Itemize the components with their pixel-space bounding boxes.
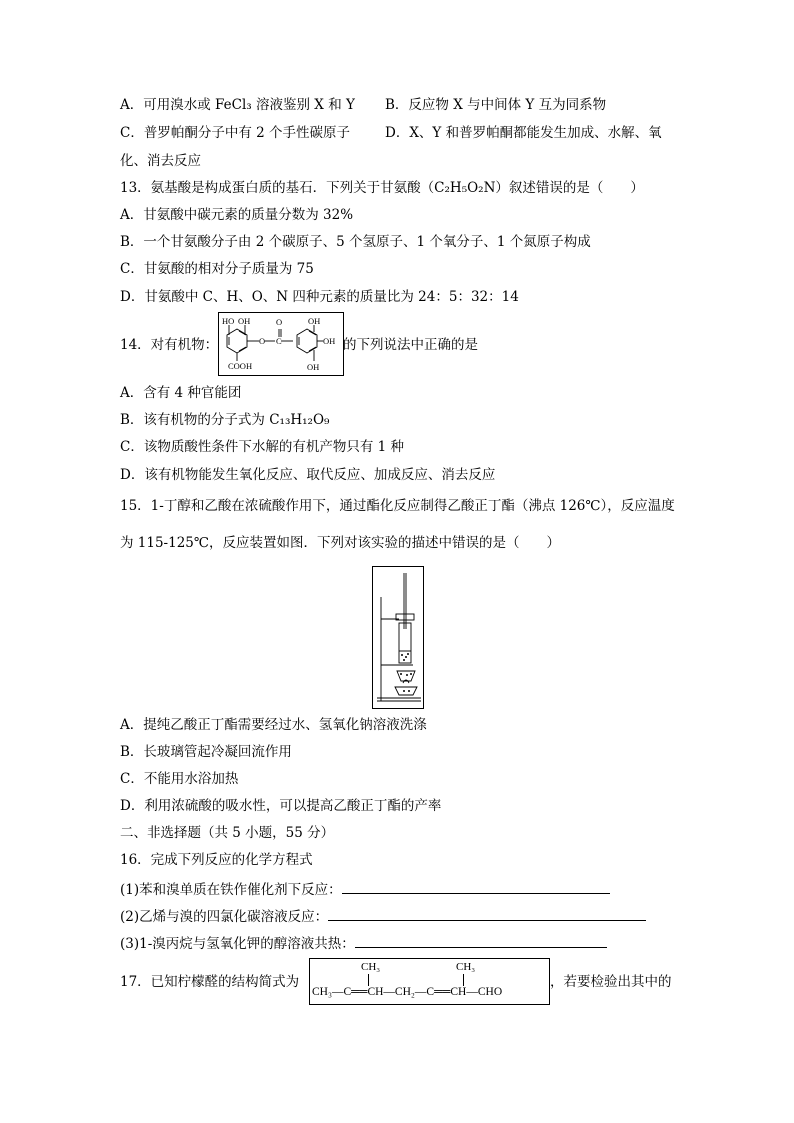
q14-stem-prefix: 14．对有机物： [120, 337, 219, 353]
q15-option-a: A．提纯乙酸正丁酯需要经过水、氢氧化钠溶液洗涤 [120, 717, 427, 733]
q15-stem-line-1: 15．1-丁醇和乙酸在浓硫酸作用下，通过酯化反应制得乙酸正丁酯（沸点 126℃），反应温度 [120, 498, 675, 514]
q15-option-b: B．长玻璃管起冷凝回流作用 [120, 744, 292, 760]
section-2-heading: 二、非选择题（共 5 小题，55 分） [120, 825, 335, 841]
q12-option-c: C．普罗帕酮分子中有 2 个手性碳原子 [120, 125, 351, 141]
q15-stem-line-2: 为 115-125℃，反应装置如图．下列对该实验的描述中错误的是（ ） [120, 535, 560, 551]
q17-formula-bond-2 [463, 974, 464, 986]
q17-formula-top-right: CH₃ [456, 961, 476, 973]
q16-item-3 [120, 933, 607, 953]
q12-option-d-continued: 化、消去反应 [120, 153, 201, 169]
q14-option-c: C．该物质酸性条件下水解的有机产物只有 1 种 [120, 439, 405, 455]
q16-answer-blank-1[interactable] [342, 879, 610, 894]
q16-item-2-text: (2)乙烯与溴的四氯化碳溶液反应： [120, 909, 329, 925]
q14-structure-drawing [219, 313, 343, 375]
q17-formula-main: CH₃—C══CH—CH₂—C══CH—CHO [312, 986, 503, 998]
q14-label-c: C [276, 336, 282, 346]
q14-label-oh-2: OH [308, 316, 321, 326]
q12-option-b: B．反应物 X 与中间体 Y 互为同系物 [385, 97, 607, 113]
q16-item-2 [120, 906, 646, 926]
q17-formula-top-left: CH₃ [361, 961, 381, 973]
q16-item-1 [120, 879, 610, 899]
q16-item-1-text: (1)苯和溴单质在铁作催化剂下反应： [120, 882, 342, 898]
q15-apparatus-drawing [373, 567, 423, 708]
q12-option-a: A．可用溴水或 FeCl₃ 溶液鉴别 X 和 Y [120, 97, 355, 113]
q13-option-d: D．甘氨酸中 C、H、O、N 四种元素的质量比为 24：5：32：14 [120, 289, 519, 305]
q14-option-a: A．含有 4 种官能团 [120, 385, 242, 401]
q14-option-b: B．该有机物的分子式为 C₁₃H₁₂O₉ [120, 412, 330, 428]
q14-structure-figure [218, 312, 344, 376]
q14-label-o-carbonyl: O [276, 317, 283, 327]
q17-stem-suffix: ，若要检验出其中的 [550, 974, 672, 990]
q15-apparatus-figure [372, 566, 424, 709]
q13-stem: 13．氨基酸是构成蛋白质的基石．下列关于甘氨酸（C₂H₅O₂N）叙述错误的是（ ） [120, 180, 644, 196]
q13-option-b: B．一个甘氨酸分子由 2 个碳原子、5 个氢原子、1 个氧分子、1 个氮原子构成 [120, 234, 591, 250]
q14-label-oh-3: OH [323, 336, 336, 346]
q16-answer-blank-2[interactable] [328, 906, 646, 921]
q15-option-c: C．不能用水浴加热 [120, 771, 239, 787]
q16-item-3-text: (3)1-溴丙烷与氢氧化钾的醇溶液共热： [120, 936, 355, 952]
q14-label-oh-4: OH [307, 362, 320, 372]
q17-stem-prefix: 17．已知柠檬醛的结构简式为 [120, 974, 300, 990]
q12-option-d: D．X、Y 和普罗帕酮都能发生加成、水解、氧 [385, 125, 662, 141]
q13-option-a: A．甘氨酸中碳元素的质量分数为 32% [120, 207, 354, 223]
q13-option-c: C．甘氨酸的相对分子质量为 75 [120, 261, 314, 277]
q16-answer-blank-3[interactable] [355, 933, 607, 948]
q17-formula-bond-1 [368, 974, 369, 986]
q14-label-oh-1: OH [238, 316, 251, 326]
q14-label-o-ester: O [259, 336, 266, 346]
q17-citral-formula [309, 958, 550, 1005]
q15-option-d: D．利用浓硫酸的吸水性，可以提高乙酸正丁酯的产率 [120, 798, 442, 814]
q14-label-cooh: COOH [228, 361, 253, 371]
q14-label-ho: HO [222, 316, 235, 326]
q14-stem-suffix: 的下列说法中正确的是 [343, 337, 478, 353]
q14-option-d: D．该有机物能发生氧化反应、取代反应、加成反应、消去反应 [120, 467, 496, 483]
q16-stem: 16．完成下列反应的化学方程式 [120, 852, 313, 868]
